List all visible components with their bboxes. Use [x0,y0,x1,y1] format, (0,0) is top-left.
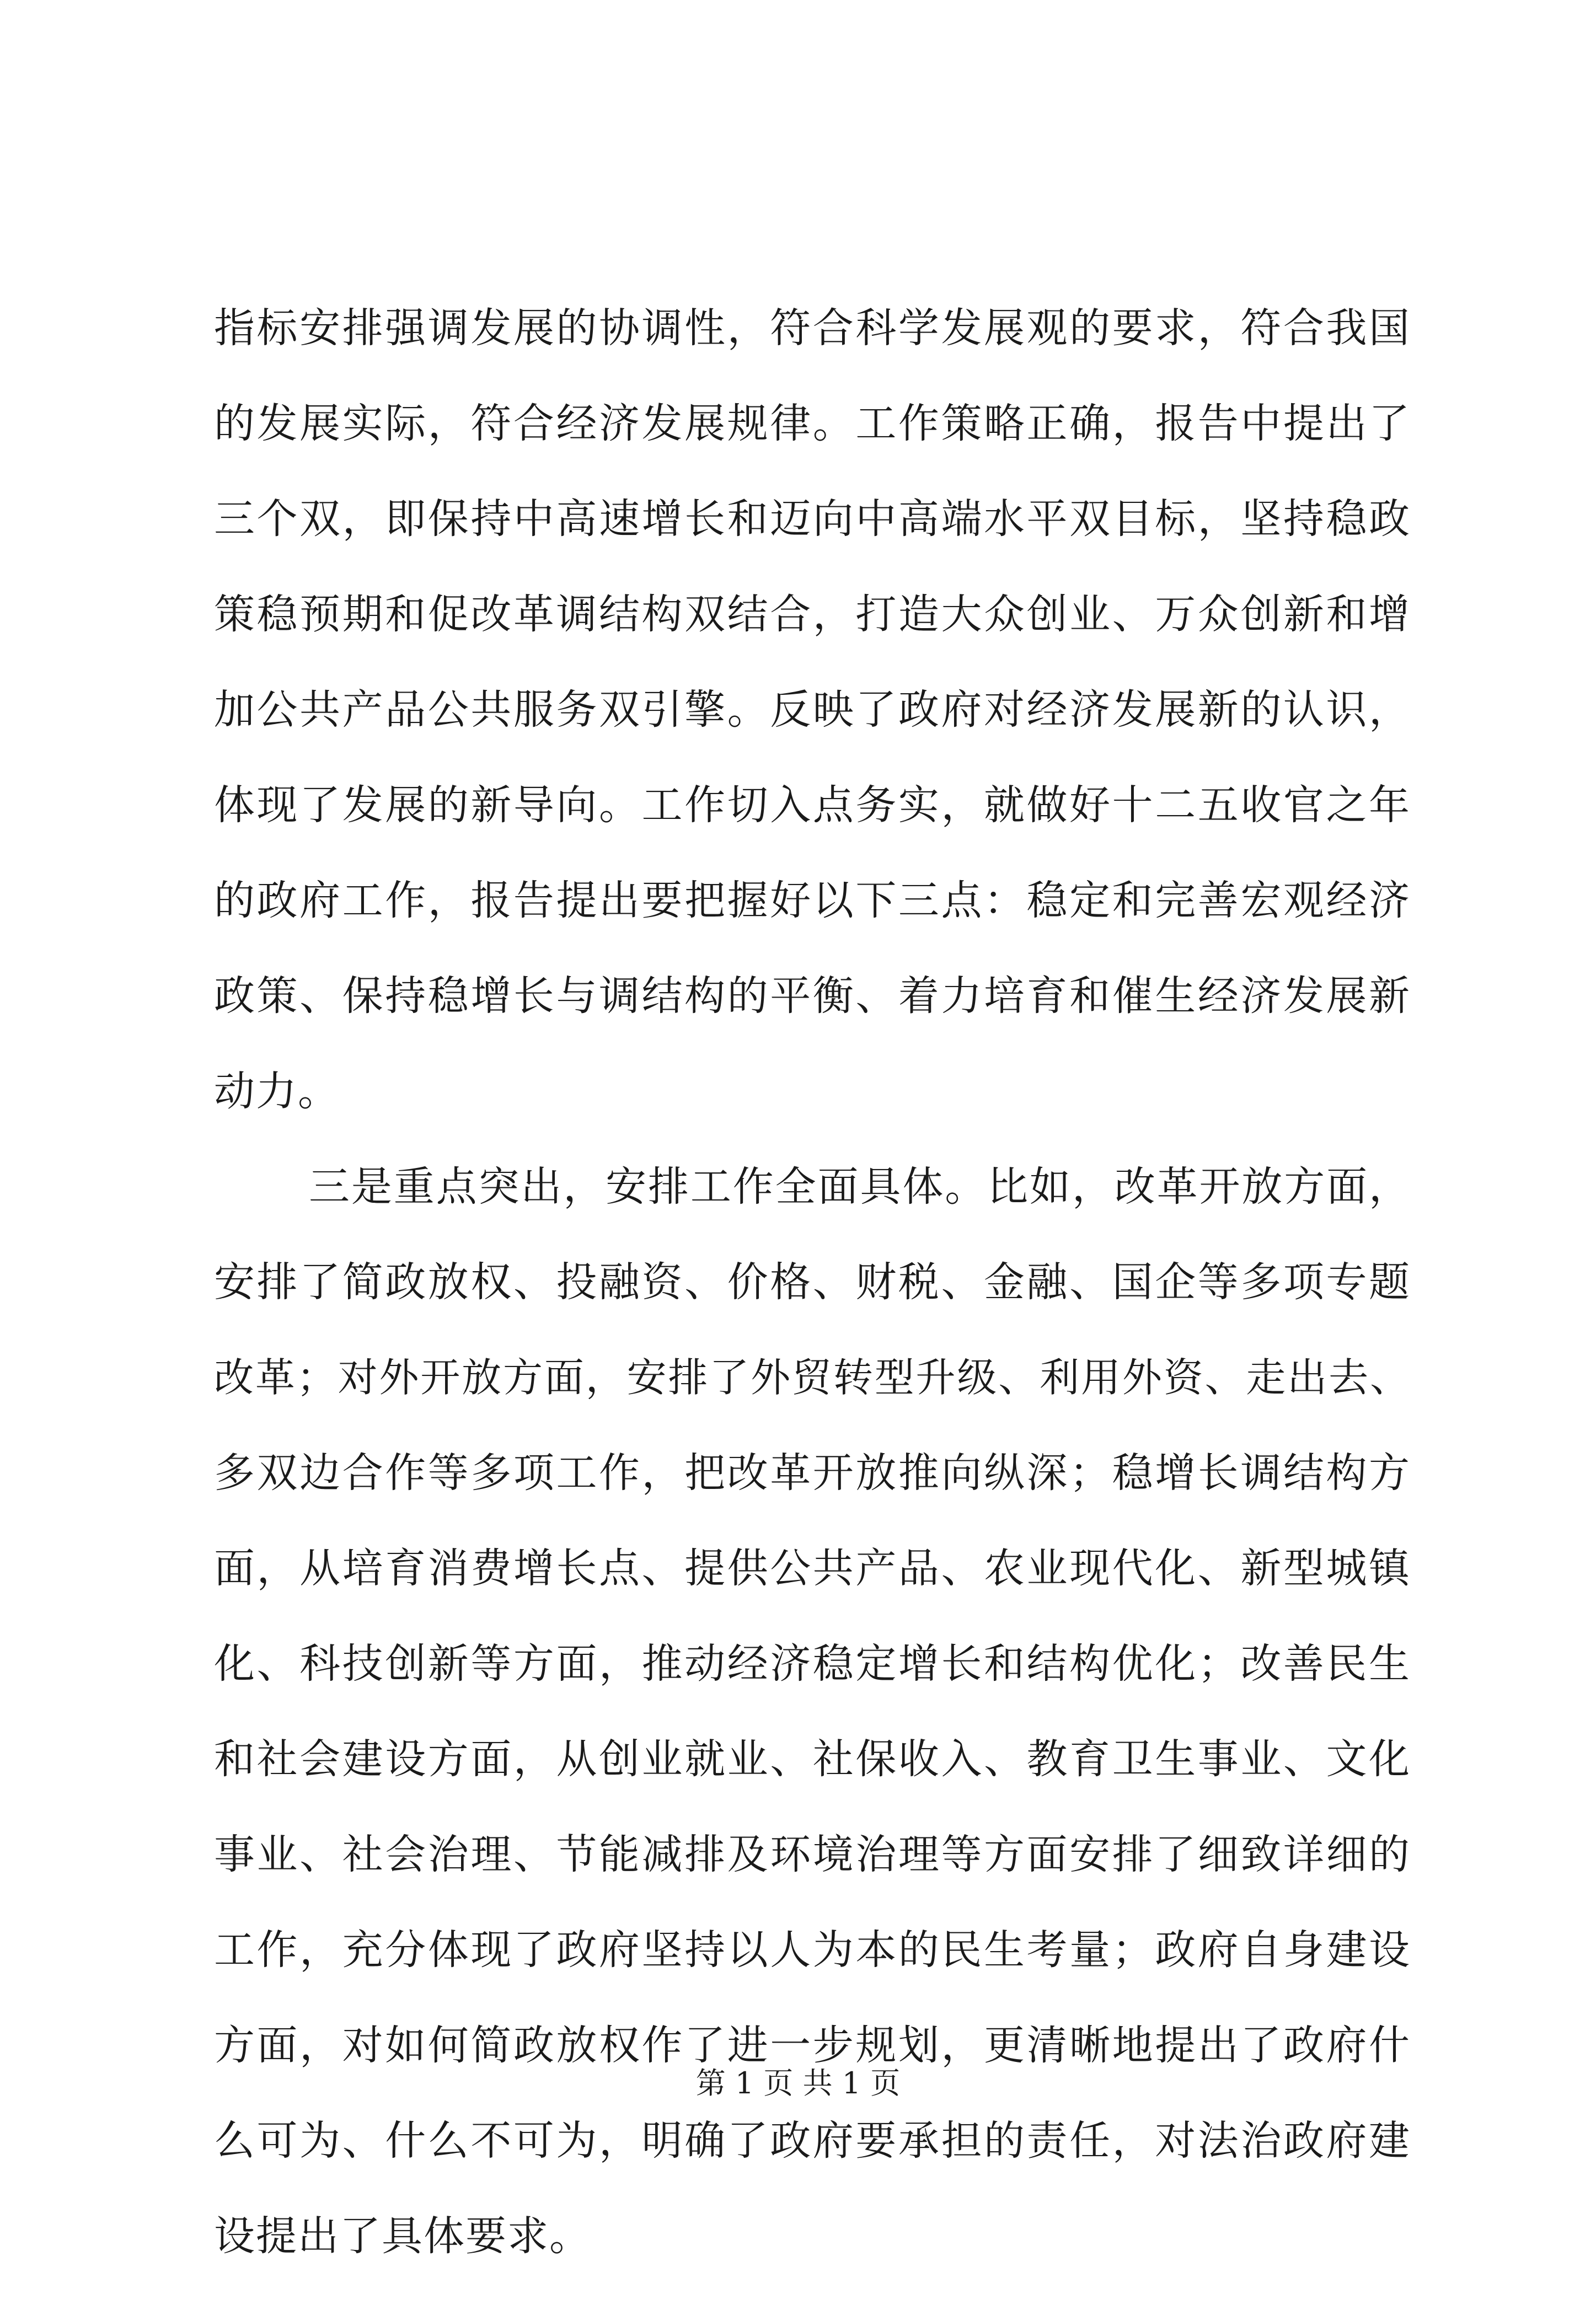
text-line: 的发展实际，符合经济发展规律。工作策略正确，报告中提出了 [214,400,1411,447]
page-number-footer: 第 1 页 共 1 页 [695,2066,901,2101]
text-line: 么可为、什么不可为，明确了政府要承担的责任，对法治政府建 [214,2117,1411,2164]
text-line: 指标安排强调发展的协调性，符合科学发展观的要求，符合我国 [214,304,1411,352]
text-line: 方面，对如何简政放权作了进一步规划，更清晰地提出了政府什 [214,2022,1411,2069]
text-line: 加公共产品公共服务双引擎。反映了政府对经济发展新的认识， [214,686,1411,733]
text-line: 安排了简政放权、投融资、价格、财税、金融、国企等多项专题 [214,1258,1411,1306]
text-line: 策稳预期和促改革调结构双结合，打造大众创业、万众创新和增 [214,591,1411,638]
text-line: 多双边合作等多项工作，把改革开放推向纵深；稳增长调结构方 [214,1449,1411,1497]
text-line: 设提出了具体要求。 [214,2212,591,2260]
text-line: 面，从培育消费增长点、提供公共产品、农业现代化、新型城镇 [214,1545,1411,1592]
text-line: 工作，充分体现了政府坚持以人为本的民生考量；政府自身建设 [214,1926,1411,1974]
text-line: 改革；对外开放方面，安排了外贸转型升级、利用外资、走出去、 [214,1354,1411,1401]
text-line: 体现了发展的新导向。工作切入点务实，就做好十二五收官之年 [214,781,1411,829]
text-line: 和社会建设方面，从创业就业、社保收入、教育卫生事业、文化 [214,1735,1411,1783]
text-line: 三个双，即保持中高速增长和迈向中高端水平双目标，坚持稳政 [214,495,1411,543]
paragraph-first-line: 三是重点突出，安排工作全面具体。比如，改革开放方面， [309,1163,1411,1210]
text-line: 事业、社会治理、节能减排及环境治理等方面安排了细致详细的 [214,1831,1411,1878]
text-line: 化、科技创新等方面，推动经济稳定增长和结构优化；改善民生 [214,1640,1411,1687]
text-line: 的政府工作，报告提出要把握好以下三点：稳定和完善宏观经济 [214,877,1411,924]
text-line: 政策、保持稳增长与调结构的平衡、着力培育和催生经济发展新 [214,972,1411,1020]
text-line: 动力。 [214,1068,340,1115]
body-text [214,301,1411,2304]
